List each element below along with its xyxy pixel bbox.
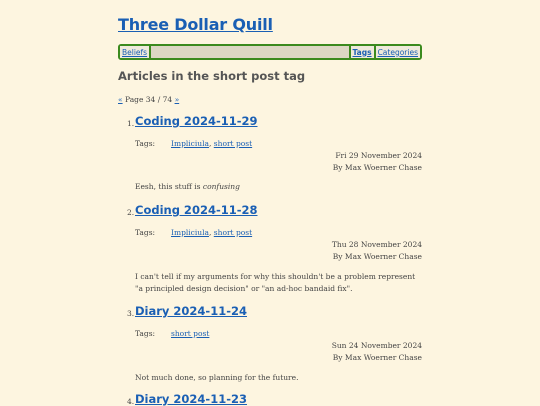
nav-spacer	[151, 46, 348, 58]
tags-label: Tags:	[135, 228, 156, 237]
nav-bar	[118, 44, 422, 60]
tags-label: Tags:	[135, 329, 156, 338]
page-indicator: Page 34 / 74	[124, 95, 173, 104]
article-number: 4.	[127, 397, 135, 406]
tag-link-impliciula[interactable]: Impliciula	[171, 228, 209, 237]
pagination	[118, 95, 179, 104]
summary-text: Eesh, this stuff is	[135, 182, 203, 191]
article-tags	[171, 139, 252, 148]
article-title-link[interactable]: Coding 2024-11-29	[135, 114, 258, 128]
nav-categories-link[interactable]: Categories	[377, 47, 418, 57]
article-byline: By Max Woerner Chase	[332, 252, 422, 261]
tag-link-impliciula[interactable]: Impliciula	[171, 139, 209, 148]
nav-beliefs-link[interactable]: Beliefs	[122, 47, 148, 57]
article-tags	[171, 329, 209, 338]
article-title-link[interactable]: Diary 2024-11-23	[135, 392, 247, 406]
article-number: 1.	[127, 119, 135, 128]
tag-link-short-post[interactable]: short post	[213, 228, 253, 237]
tag-link-short-post[interactable]: short post	[213, 139, 253, 148]
next-page-link[interactable]: »	[174, 95, 180, 104]
article-title-link[interactable]: Coding 2024-11-28	[135, 203, 258, 217]
article-date: Sun 24 November 2024	[331, 341, 422, 350]
tag-separator: ,	[208, 228, 214, 237]
article-date: Fri 29 November 2024	[335, 151, 422, 160]
article-date: Thu 28 November 2024	[331, 240, 422, 249]
prev-page-link[interactable]: «	[118, 95, 123, 104]
article-number: 2.	[127, 208, 135, 217]
article-number: 3.	[127, 309, 135, 318]
nav-tags-link[interactable]: Tags	[352, 47, 372, 57]
article-byline: By Max Woerner Chase	[332, 163, 422, 172]
tag-link-short-post[interactable]: short post	[171, 329, 210, 338]
site-title-link[interactable]: Three Dollar Quill	[118, 15, 273, 34]
article-tags	[171, 228, 252, 237]
article-title-link[interactable]: Diary 2024-11-24	[135, 304, 247, 318]
article-summary: Not much done, so planning for the future.	[135, 373, 299, 382]
article-summary: I can't tell if my arguments for why this shouldn't be a problem represent "a principled design decision" or "an ad-hoc bandaid fix".	[135, 272, 416, 293]
article-summary	[135, 181, 421, 193]
page-heading: Articles in the short post tag	[118, 69, 306, 83]
tag-separator: ,	[208, 139, 214, 148]
summary-emphasis: confusing	[202, 182, 240, 191]
article-byline: By Max Woerner Chase	[332, 353, 422, 362]
tags-label: Tags:	[135, 139, 156, 148]
